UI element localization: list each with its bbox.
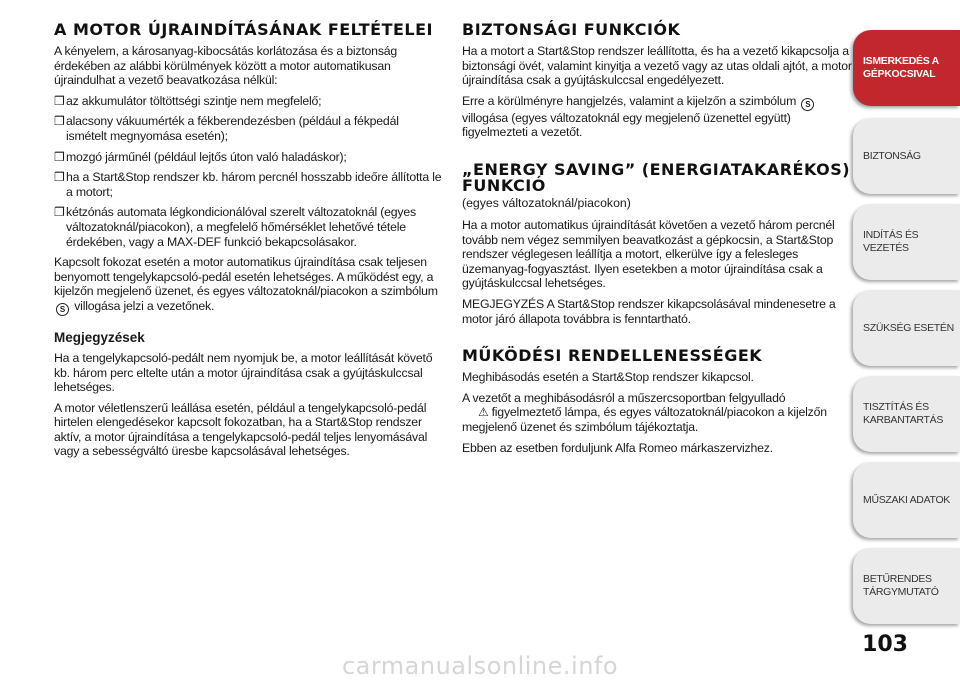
tab-technical-data[interactable]: MŰSZAKI ADATOK	[853, 462, 960, 538]
restart-conditions-heading: A MOTOR ÚJRAINDÍTÁSÁNAK FELTÉTELEI	[54, 20, 433, 39]
note-paragraph-1: Ha a tengelykapcsoló-pedált nem nyomjuk be, a motor leállítását követő kb. három perc eltelte után a motor újraindítása csak a gyújtáskulccsal lehetséges.	[54, 350, 433, 395]
energy-paragraph-2: MEGJEGYZÉS A Start&Stop rendszer kikapcsolásával mindenesetre a motor járó állapota továbbra is fenntartható.	[462, 296, 836, 326]
safety-paragraph-2: Erre a körülményre hangjelzés, valamint a kijelzőn a szimbólum S villogása (egyes változatoknál egy megjelenő üzenettel együtt) figyelmezteti a vezetőt.	[462, 94, 852, 140]
tab-emergency[interactable]: SZÜKSÉG ESETÉN	[853, 290, 960, 366]
bullet-item: ❒ mozgó járműnél (például lejtős úton való haladáskor);	[54, 149, 347, 164]
checkbox-bullet-icon: ❒	[54, 205, 65, 220]
tab-maintenance[interactable]: TISZTÍTÁS ÉS KARBANTARTÁS	[853, 376, 960, 452]
checkbox-bullet-icon: ❒	[54, 114, 65, 129]
bullet-item: ❒ kétzónás automata légkondicionálóval szerelt változatoknál (egyes változatoknál/piacokon), a megfelelő hőmérséklet lehetővé tétele érdekében, vagy a MAX-DEF funkció bekapcsolásakor.	[54, 205, 416, 249]
checkbox-bullet-icon: ❒	[54, 93, 65, 108]
malfunction-paragraph-2: A vezetőt a meghibásodásról a műszercsoportban felgyulladó ⚠ figyelmeztető lámpa, és egyes változatoknál/piacokon a kijelzőn megjelenő üzenet és szimbólum tájékoztatja.	[462, 390, 827, 434]
bullet-item: ❒ alacsony vákuumérték a fékberendezésben (például a fékpedál ismételt megnyomása esetén);	[54, 114, 399, 143]
variant-note: (egyes változatoknál/piacokon)	[462, 195, 631, 210]
checkbox-bullet-icon: ❒	[54, 149, 65, 164]
bullet-item: ❒ ha a Start&Stop rendszer kb. három percnél hosszabb ideőre állította le a motort;	[54, 170, 442, 199]
gear-engaged-paragraph: Kapcsolt fokozat esetén a motor automatikus újraindítása csak teljesen benyomott tengelykapcsoló-pedál esetén lehetséges. A működést egy, a kijelzőn megjelenő üzenet, és egyes változatoknál/piacokon a szimbólum S villogása jelzi a vezetőnek.	[54, 255, 438, 314]
energy-paragraph-1: Ha a motor automatikus újraindítását követően a vezető három percnél tovább nem végez semmilyen beavatkozást a gépkocsin, a Start&Stop rendszer véglegesen leállítja a motort, elkerülve így a felesleges üzemanyag-fogyasztást. Ilyen esetekben a motor újraindítása csak a gyújtáskulccsal lehetséges.	[462, 217, 835, 291]
notes-heading: Megjegyzések	[54, 329, 145, 345]
malfunction-paragraph-1: Meghibásodás esetén a Start&Stop rendszer kikapcsol.	[462, 370, 754, 385]
start-stop-icon: S	[56, 303, 69, 316]
malfunction-paragraph-3: Ebben az esetben forduljunk Alfa Romeo márkaszervizhez.	[462, 440, 773, 455]
tab-starting-driving[interactable]: INDÍTÁS ÉS VEZETÉS	[853, 204, 960, 280]
page-number: 103	[862, 632, 908, 657]
chapter-tabs	[853, 0, 960, 686]
tab-getting-to-know[interactable]: ISMERKEDÉS A GÉPKOCSIVAL	[853, 30, 960, 106]
malfunctions-heading: MŰKÖDÉSI RENDELLENESSÉGEK	[462, 346, 763, 366]
warning-icon: ⚠	[478, 405, 489, 420]
checkbox-bullet-icon: ❒	[54, 170, 65, 185]
energy-saving-heading: „ENERGY SAVING” (ENERGIATAKARÉKOS) FUNKCIÓ	[462, 159, 851, 195]
note-paragraph-2: A motor véletlenszerű leállása esetén, például a tengelykapcsoló-pedál hirtelen elengedésekor kapcsolt fokozatban, ha a Start&Stop rendszer aktív, a motor újraindítása a tengelykapcsoló-pedál teljes lenyomásával vagy a sebességváltó üresbe kapcsolásával lehetséges.	[54, 400, 428, 459]
bullet-item: ❒ az akkumulátor töltöttségi szintje nem megfelelő;	[54, 93, 322, 108]
safety-paragraph-1: Ha a motort a Start&Stop rendszer leállította, és ha a vezető kikapcsolja a biztonsági övét, valamint kinyitja a vezető vagy az utas oldali ajtót, a motor újraindítása csak a gyújtáskulccsal engedélyezett.	[462, 44, 852, 88]
safety-functions-heading: BIZTONSÁGI FUNKCIÓK	[462, 20, 681, 39]
watermark: carmanualsonline.info	[341, 652, 619, 680]
tab-safety[interactable]: BIZTONSÁG	[853, 118, 960, 194]
start-stop-icon: S	[801, 98, 814, 111]
right-column	[462, 22, 852, 461]
left-column	[54, 22, 442, 465]
tab-index[interactable]: BETŰRENDES TÁRGYMUTATÓ	[853, 548, 960, 624]
intro-paragraph: A kényelem, a károsanyag-kibocsátás korlátozása és a biztonság érdekében az alábbi körülmények között a motor automatikusan újraindulhat a vezető beavatkozása nélkül:	[54, 44, 398, 88]
